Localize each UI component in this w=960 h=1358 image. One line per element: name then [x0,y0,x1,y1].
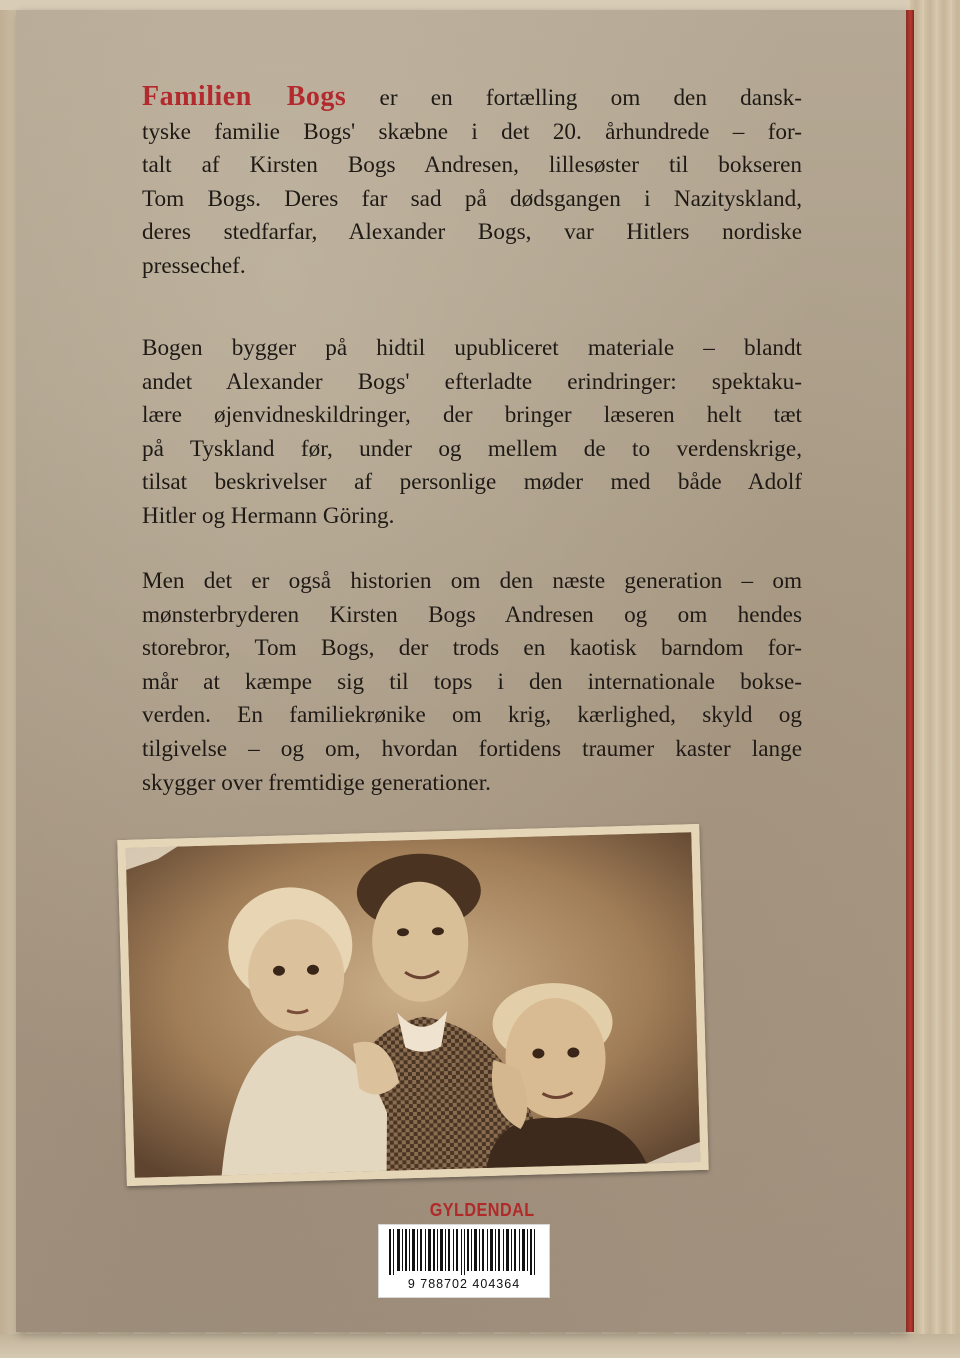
barcode-bars [379,1225,549,1277]
isbn-number: 9 788702 404364 [407,1277,521,1291]
blurb-line: Hitler og Hermann Göring. [142,502,395,529]
blurb-line: skygger over fremtidige generationer. [142,769,491,796]
blurb-line: andet Alexander Bogs' efterladte erindringer: spektaku- [142,368,802,395]
blurb-paragraph-2 [142,332,802,534]
blurb-paragraph-3 [142,565,802,800]
blurb-line: mønsterbryderen Kirsten Bogs Andresen og om hendes [142,601,802,628]
blurb-line: tilgivelse – og om, hvordan fortidens traumer kaster lange [142,735,802,762]
vintage-family-photo [117,824,708,1186]
blurb-line: mår at kæmpe sig til tops i den internationale bokse- [142,668,802,695]
blurb-line: tyske familie Bogs' skæbne i det 20. århundrede – for- [142,118,802,145]
book-back-cover [16,10,906,1332]
book-title-highlight: Familien Bogs [142,81,347,112]
blurb-line: storebror, Tom Bogs, der trods en kaotisk barndom for- [142,635,802,662]
blurb-paragraph-1 [142,80,802,284]
blurb-line: deres stedfarfar, Alexander Bogs, var Hitlers nordiske [142,219,802,246]
blurb-line: Familien Bogs er en fortælling om den dansk- [142,81,802,112]
table-surface-top [0,0,960,10]
blurb-line: på Tyskland før, under og mellem de to verdenskrige, [142,435,802,462]
blurb-line: tilsat beskrivelser af personlige møder med både Adolf [142,469,802,496]
publisher-logo: GYLDENDAL [429,1200,535,1220]
book-red-edge [906,10,914,1332]
table-surface-right [910,0,960,1358]
blurb-line: talt af Kirsten Bogs Andresen, lillesøster til bokseren [142,152,802,179]
blurb-line: lære øjenvidneskildringer, der bringer læseren helt tæt [142,402,802,429]
blurb-line: Tom Bogs. Deres far sad på dødsgangen i Nazityskland, [142,185,802,212]
blurb-line: Men det er også historien om den næste generation – om [142,568,802,594]
table-surface-bottom [0,1334,960,1358]
table-surface-left [0,0,16,1358]
family-photo-illustration [117,824,708,1186]
blurb-line: verden. En familiekrønike om krig, kærlighed, skyld og [142,702,802,729]
isbn-barcode [378,1224,550,1298]
blurb-line: pressechef. [142,252,246,279]
blurb-line: Bogen bygger på hidtil upubliceret materiale – blandt [142,335,802,361]
